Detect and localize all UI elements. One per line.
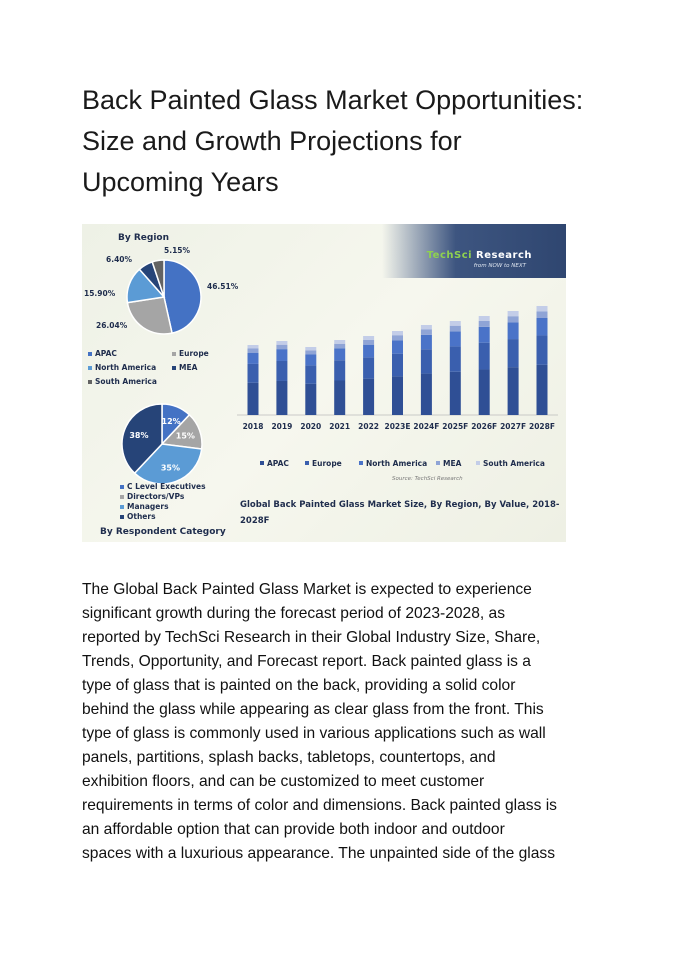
pie-label-mea: 6.40%	[106, 255, 133, 264]
bar-legend-mea: MEA	[443, 459, 462, 468]
respondent-pie-slice-label: 15%	[175, 431, 195, 441]
bar-segment-north-america	[392, 340, 403, 353]
bar-segment-apac	[450, 372, 461, 415]
bar-segment-apac	[363, 379, 374, 415]
body-line: exhibition floors, and can be customized to meet customer	[82, 773, 485, 790]
bar-segment-mea	[248, 349, 259, 353]
bar-segment-north-america	[537, 318, 548, 335]
bar-segment-south-america	[305, 347, 316, 350]
x-tick-label: 2019	[271, 422, 293, 431]
legend-apac: APAC	[88, 349, 117, 358]
logo-brand-a: TechSci	[426, 250, 473, 261]
bar-segment-mea	[508, 316, 519, 322]
body-line: type of glass that is painted on the back, providing a solid color	[82, 677, 516, 694]
x-tick-label: 2021	[329, 422, 351, 431]
bar-segment-south-america	[508, 311, 519, 316]
bar-segment-south-america	[392, 331, 403, 335]
body-line: reported by TechSci Research in their Global Industry Size, Share,	[82, 629, 541, 646]
bar-segment-north-america	[305, 354, 316, 365]
bar-segment-mea	[334, 344, 345, 349]
legend-swatch	[359, 461, 363, 465]
bar-segment-north-america	[248, 353, 259, 364]
respondent-pie-slice-label: 12%	[161, 416, 181, 426]
bar-segment-apac	[479, 369, 490, 415]
bar-segment-europe	[276, 361, 287, 381]
x-tick-label: 2028F	[529, 422, 555, 431]
body-line: Trends, Opportunity, and Forecast report. Back painted glass is a	[82, 653, 531, 670]
body-line: requirements in terms of color and dimensions. Back painted glass is	[82, 797, 557, 814]
respondent-pie-slice-label: 38%	[129, 430, 149, 440]
bar-segment-europe	[363, 357, 374, 378]
respondent-pie-title: By Respondent Category	[100, 527, 226, 537]
x-tick-label: 2020	[300, 422, 322, 431]
bar-segment-north-america	[450, 331, 461, 346]
legend-swatch	[476, 461, 480, 465]
bar-segment-south-america	[276, 341, 287, 345]
bar-segment-apac	[537, 365, 548, 415]
bar-segment-north-america	[479, 327, 490, 343]
chart-caption-line: 2028F	[240, 516, 270, 526]
techsci-logo	[382, 224, 566, 278]
bar-segment-europe	[508, 339, 519, 367]
title-line: Back Painted Glass Market Opportunities:	[82, 85, 584, 115]
logo-brand-b: Research	[472, 250, 532, 261]
pie-label-europe: 26.04%	[96, 321, 128, 330]
x-tick-label: 2026F	[471, 422, 498, 431]
chart-caption-line: Global Back Painted Glass Market Size, By Region, By Value, 2018-	[240, 500, 560, 510]
bar-segment-europe	[450, 346, 461, 371]
bar-segment-south-america	[537, 306, 548, 311]
bar-segment-europe	[479, 343, 490, 370]
bar-segment-mea	[450, 326, 461, 332]
bar-segment-mea	[479, 321, 490, 327]
x-tick-label: 2018	[242, 422, 264, 431]
bar-legend-europe: Europe	[312, 459, 342, 468]
bar-segment-mea	[392, 335, 403, 340]
body-line: significant growth during the forecast period of 2023-2028, as	[82, 605, 506, 622]
bar-segment-apac	[392, 376, 403, 415]
bar-segment-north-america	[334, 348, 345, 360]
article-body	[82, 578, 557, 866]
bar-segment-north-america	[508, 322, 519, 339]
x-tick-label: 2025F	[442, 422, 469, 431]
body-line: an affordable option that can provide both indoor and outdoor	[82, 821, 505, 838]
body-line: panels, partitions, splash backs, tabletops, countertops, and	[82, 749, 496, 766]
bar-segment-south-america	[450, 321, 461, 326]
bar-segment-apac	[276, 381, 287, 415]
bar-segment-south-america	[421, 325, 432, 330]
bar-segment-europe	[248, 364, 259, 383]
legend-north-america: North America	[88, 363, 156, 372]
bar-segment-mea	[276, 345, 287, 349]
bar-segment-south-america	[479, 316, 490, 321]
x-tick-label: 2022	[358, 422, 380, 431]
bar-segment-north-america	[421, 335, 432, 349]
bar-segment-south-america	[363, 336, 374, 340]
bar-segment-mea	[363, 340, 374, 345]
title-line: Upcoming Years	[82, 167, 279, 197]
x-tick-label: 2027F	[500, 422, 527, 431]
bar-segment-mea	[537, 311, 548, 318]
legend-south-america: South America	[88, 377, 157, 386]
legend-managers: Managers	[120, 502, 169, 511]
chart-source: Source: TechSci Research	[392, 476, 463, 482]
logo-tagline: from NOW to NEXT	[473, 263, 526, 269]
x-tick-label: 2024F	[413, 422, 440, 431]
bar-segment-apac	[334, 381, 345, 416]
body-line: The Global Back Painted Glass Market is expected to experience	[82, 581, 532, 598]
legend-europe: Europe	[172, 349, 209, 358]
bar-segment-europe	[392, 354, 403, 377]
title-line: Size and Growth Projections for	[82, 126, 462, 156]
region-pie-title: By Region	[118, 233, 170, 243]
bar-segment-mea	[305, 350, 316, 354]
market-infographic	[82, 224, 566, 542]
bar-segment-south-america	[248, 345, 259, 349]
bar-segment-north-america	[363, 345, 374, 358]
bar-legend-north-america: North America	[366, 459, 428, 468]
pie-label-south-america: 5.15%	[164, 246, 191, 255]
region-pie-slice	[127, 297, 172, 334]
bar-legend-south-america: South America	[483, 459, 545, 468]
bar-segment-north-america	[276, 349, 287, 361]
bar-segment-apac	[508, 367, 519, 415]
legend-others: Others	[120, 512, 156, 521]
legend-mea: MEA	[172, 363, 197, 372]
bar-segment-south-america	[334, 340, 345, 344]
bar-segment-apac	[421, 374, 432, 415]
pie-label-north-america: 15.90%	[84, 289, 116, 298]
bar-legend-apac: APAC	[267, 459, 289, 468]
body-line: type of glass is commonly used in various applications such as wall	[82, 725, 546, 742]
legend-swatch	[305, 461, 309, 465]
body-line: spaces with a luxurious appearance. The unpainted side of the glass	[82, 845, 556, 862]
bar-segment-europe	[305, 365, 316, 383]
bar-segment-apac	[305, 384, 316, 415]
legend-swatch	[260, 461, 264, 465]
page-title	[82, 80, 622, 203]
respondent-pie-slice-label: 35%	[160, 463, 180, 473]
bar-segment-apac	[248, 383, 259, 415]
bar-segment-europe	[537, 335, 548, 364]
legend-swatch	[436, 461, 440, 465]
pie-label-apac: 46.51%	[207, 282, 239, 291]
legend-directors: Directors/VPs	[120, 492, 184, 501]
x-tick-label: 2023E	[384, 422, 411, 431]
bar-segment-europe	[421, 349, 432, 373]
body-line: behind the glass while appearing as clear glass from the front. This	[82, 701, 544, 718]
bar-segment-mea	[421, 330, 432, 335]
legend-c-level: C Level Executives	[120, 482, 206, 491]
bar-segment-europe	[334, 360, 345, 380]
